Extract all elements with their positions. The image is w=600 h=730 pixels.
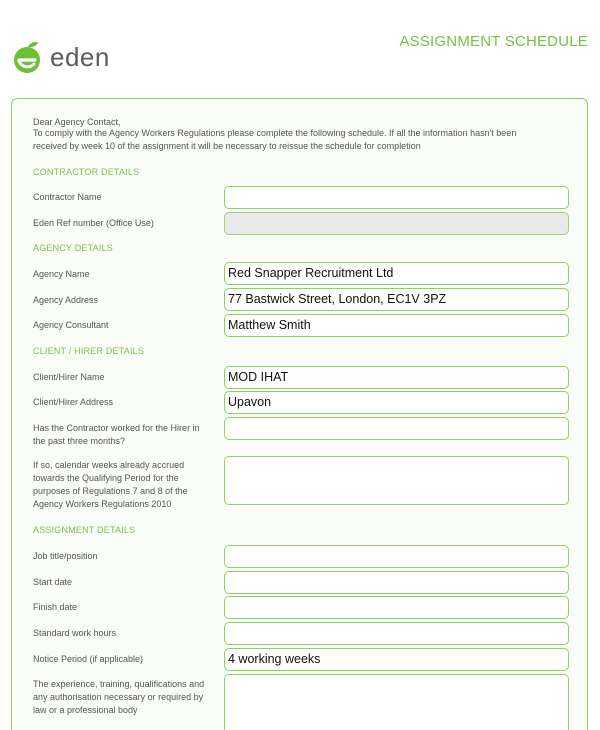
label-agency-name: Agency Name	[33, 269, 90, 279]
start-date-field[interactable]	[224, 571, 569, 594]
label-agency-address: Agency Address	[33, 295, 99, 305]
label-weeks-accrued	[33, 459, 188, 511]
greeting: Dear Agency Contact,	[33, 117, 121, 127]
worked-for-hirer-field[interactable]	[224, 417, 569, 440]
contractor-name-field[interactable]	[224, 186, 569, 209]
label-eden-ref: Eden Ref number (Office Use)	[33, 218, 154, 228]
intro-line-2: received by week 10 of the assignment it will be necessary to reissue the schedule for completion	[33, 141, 421, 151]
section-heading-contractor: CONTRACTOR DETAILS	[33, 167, 140, 177]
label-weeks-line-1: If so, calendar weeks already accrued	[33, 460, 185, 470]
eden-logo	[10, 36, 120, 80]
label-weeks-line-3: purposes of Regulations 7 and 8 of the	[33, 486, 188, 496]
label-experience	[33, 678, 204, 717]
agency-address-field[interactable]: 77 Bastwick Street, London, EC1V 3PZ	[224, 288, 569, 311]
label-worked-for-hirer	[33, 422, 200, 448]
label-start-date: Start date	[33, 577, 73, 587]
intro-line-1: To comply with the Agency Workers Regulations please complete the following schedule. If all the information hasn't been	[33, 128, 517, 138]
agency-name-field[interactable]: Red Snapper Recruitment Ltd	[224, 262, 569, 285]
label-worked-line-2: the past three months?	[33, 436, 126, 446]
agency-consultant-field[interactable]: Matthew Smith	[224, 314, 569, 337]
notice-period-field[interactable]: 4 working weeks	[224, 648, 569, 671]
eden-ref-field	[224, 212, 569, 235]
logo-text: eden	[50, 42, 110, 72]
label-agency-consultant: Agency Consultant	[33, 320, 109, 330]
work-hours-field[interactable]	[224, 622, 569, 645]
label-notice-period: Notice Period (if applicable)	[33, 654, 144, 664]
section-heading-client: CLIENT / HIRER DETAILS	[33, 346, 145, 356]
document-title: ASSIGNMENT SCHEDULE	[399, 33, 588, 50]
label-job-title: Job title/position	[33, 551, 98, 561]
label-finish-date: Finish date	[33, 602, 78, 612]
job-title-field[interactable]	[224, 545, 569, 568]
section-heading-agency: AGENCY DETAILS	[33, 243, 113, 253]
label-experience-line-1: The experience, training, qualifications and	[33, 679, 205, 689]
label-experience-line-3: law or a professional body	[33, 705, 138, 715]
weeks-accrued-field[interactable]	[224, 456, 569, 505]
label-contractor-name: Contractor Name	[33, 192, 102, 202]
label-worked-line-1: Has the Contractor worked for the Hirer in	[33, 423, 200, 433]
section-heading-assignment: ASSIGNMENT DETAILS	[33, 525, 136, 535]
label-weeks-line-2: towards the Qualifying Period for the	[33, 473, 179, 483]
label-client-address: Client/Hirer Address	[33, 397, 114, 407]
label-work-hours: Standard work hours	[33, 628, 117, 638]
client-name-field[interactable]: MOD IHAT	[224, 366, 569, 389]
label-client-name: Client/Hirer Name	[33, 372, 105, 382]
experience-field[interactable]	[224, 674, 569, 730]
label-weeks-line-4: Agency Workers Regulations 2010	[33, 499, 172, 509]
client-address-field[interactable]: Upavon	[224, 391, 569, 414]
label-experience-line-2: any authorisation necessary or required by	[33, 692, 204, 702]
finish-date-field[interactable]	[224, 596, 569, 619]
eden-leaf-logo-icon	[10, 40, 46, 76]
